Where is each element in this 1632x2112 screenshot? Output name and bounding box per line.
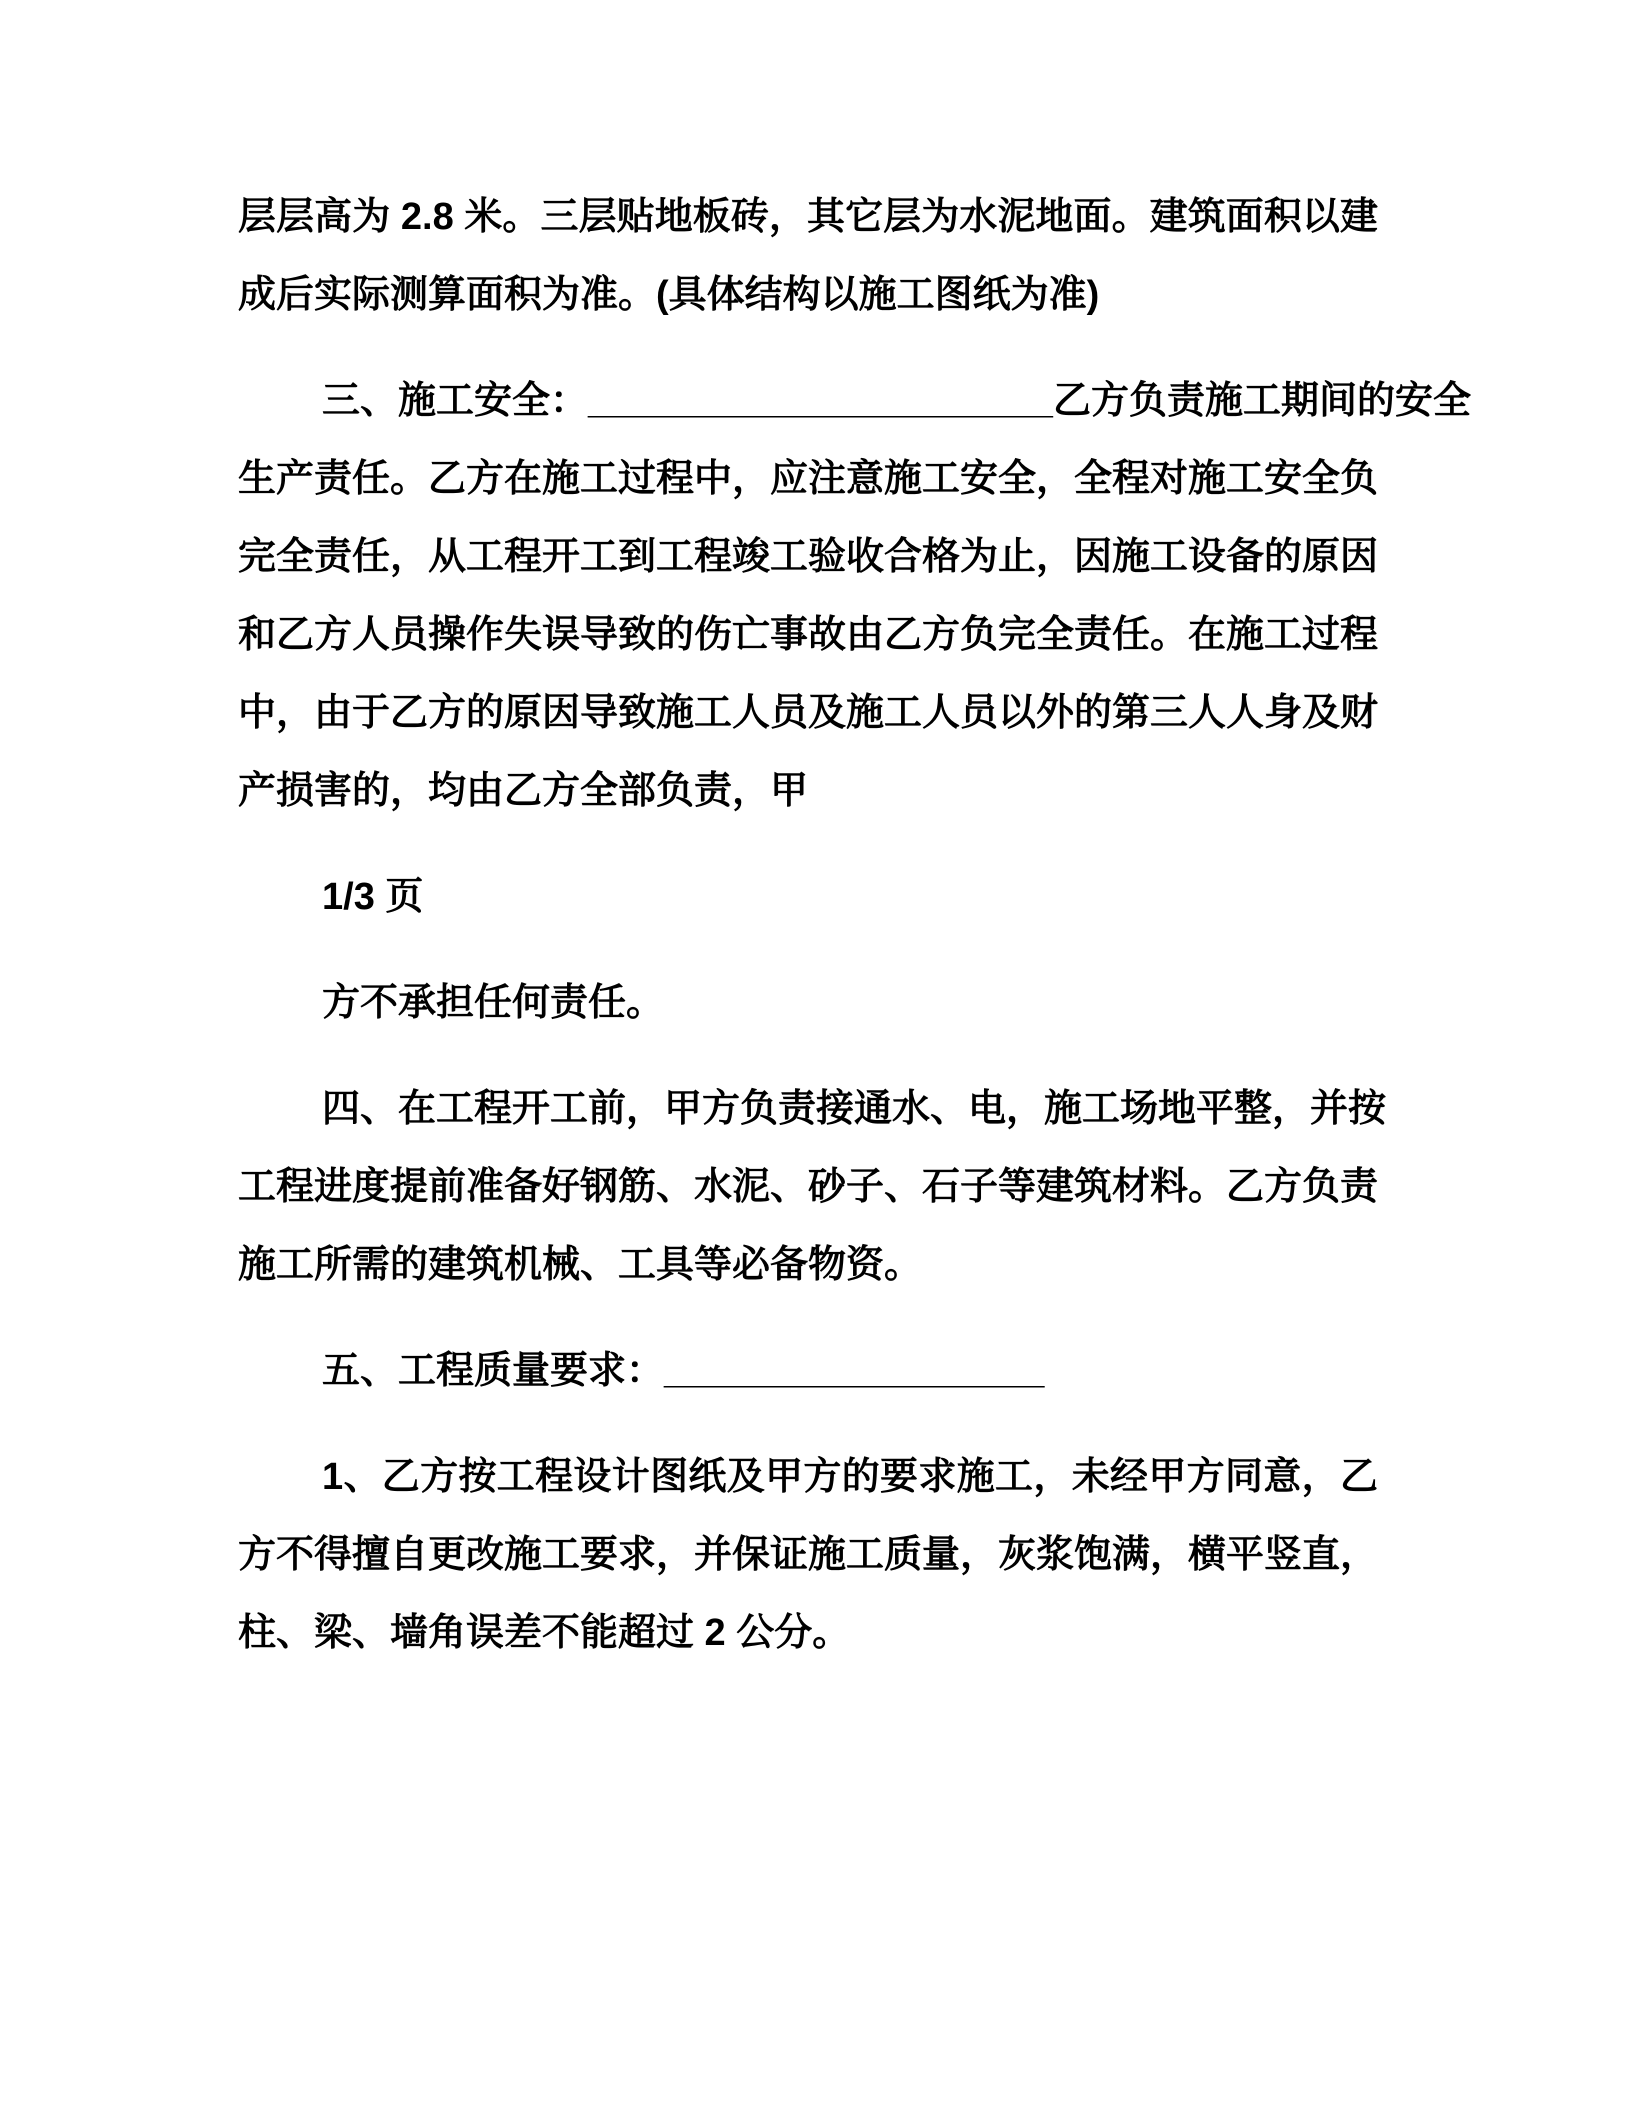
text-line: 方不承担任何责任。 (322, 982, 665, 1024)
paragraph-clause-five-quality (238, 1332, 1378, 1410)
text-line-clause-heading: 五、工程质量要求：__________________ (322, 1350, 1045, 1392)
paragraph-item-one-quality-requirement (238, 1438, 1378, 1672)
text-line: 1、乙方按工程设计图纸及甲方的要求施工，未经甲方同意，乙 (322, 1456, 1378, 1498)
text-line: 中，由于乙方的原因导致施工人员及施工人员以外的第三人人身及财 (238, 692, 1379, 734)
page-number-label: 1/3 页 (322, 876, 424, 918)
text-line: 生产责任。乙方在施工过程中，应注意施工安全，全程对施工安全负 (238, 458, 1379, 500)
text-line: 柱、梁、墙角误差不能超过 2 公分。 (238, 1612, 851, 1654)
text-line: 成后实际测算面积为准。(具体结构以施工图纸为准) (238, 274, 1100, 316)
paragraph-clause-four-preparation (238, 1070, 1387, 1304)
paragraph-building-specs (238, 178, 1378, 334)
text-line: 产损害的，均由乙方全部负责，甲 (238, 770, 809, 812)
text-line: 工程进度提前准备好钢筋、水泥、砂子、石子等建筑材料。乙方负责 (238, 1166, 1379, 1208)
text-line-clause-heading: 四、在工程开工前，甲方负责接通水、电，施工场地平整，并按 (322, 1088, 1387, 1130)
text-line: 施工所需的建筑机械、工具等必备物资。 (238, 1244, 923, 1286)
page-number (238, 858, 1378, 936)
text-line: 方不得擅自更改施工要求，并保证施工质量，灰浆饱满，横平竖直， (238, 1534, 1379, 1576)
text-line: 完全责任，从工程开工到工程竣工验收合格为止，因施工设备的原因 (238, 536, 1379, 578)
paragraph-clause-three-continuation (238, 964, 1378, 1042)
paragraph-clause-construction-safety (238, 362, 1471, 830)
text-line: 和乙方人员操作失误导致的伤亡事故由乙方负完全责任。在施工过程 (238, 614, 1379, 656)
text-line: 层层高为 2.8 米。三层贴地板砖，其它层为水泥地面。建筑面积以建 (238, 196, 1378, 238)
text-line-clause-heading: 三、施工安全：______________________乙方负责施工期间的安全 (322, 380, 1471, 422)
